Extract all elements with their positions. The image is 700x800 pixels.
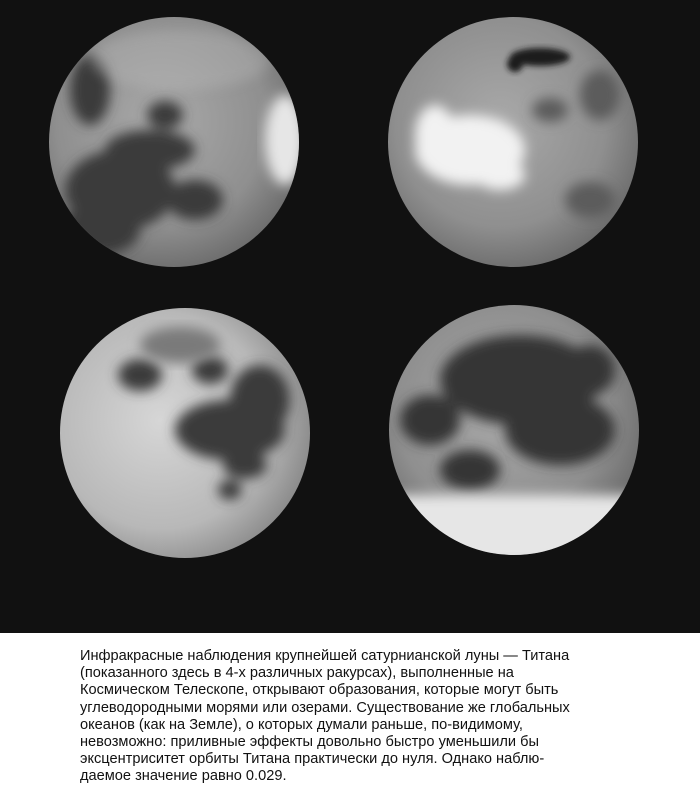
caption-line: океанов (как на Земле), о которых думали раньше, по-видимому, — [80, 716, 523, 733]
view-top-left — [49, 17, 305, 267]
caption-line: углеводородными морями или озерами. Существование же глобальных — [80, 699, 570, 716]
caption-line: Космическом Телескопе, открывают образования, которые могут быть — [80, 682, 559, 699]
caption-line: Инфракрасные наблюдения крупнейшей сатурнианской луны — Титана — [80, 648, 570, 664]
view-top-right — [388, 17, 638, 267]
caption-line: эксцентриситет орбиты Титана практически до нуля. Однако наблю- — [80, 751, 545, 768]
caption-line: невозможно: приливные эффекты довольно быстро уменьшили бы — [80, 734, 539, 751]
caption-line: (показанного здесь в 4-х различных ракурсах), выполненные на — [80, 665, 514, 682]
caption-line: даемое значение равно 0.029. — [80, 768, 287, 785]
figure-caption — [80, 648, 680, 786]
view-bottom-left — [60, 308, 310, 558]
view-bottom-right — [389, 305, 649, 565]
